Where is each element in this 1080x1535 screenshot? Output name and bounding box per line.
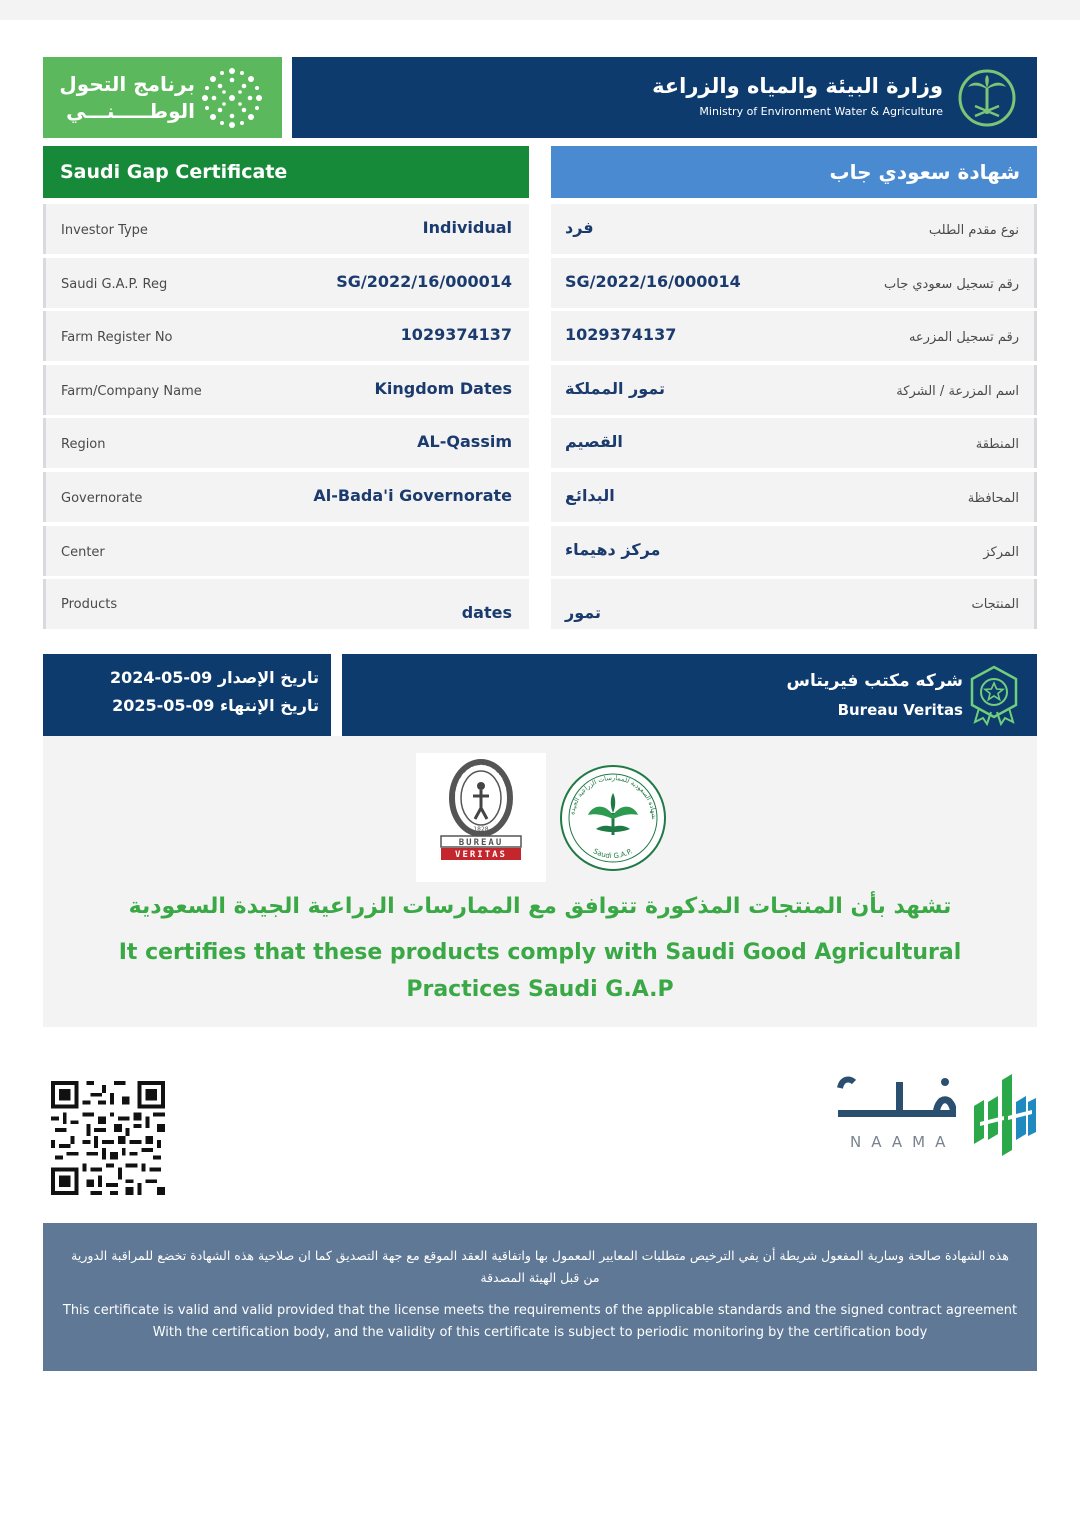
field-row: [43, 526, 529, 576]
field-label: Governorate: [61, 490, 143, 506]
palm-emblem-icon: [957, 68, 1017, 128]
field-row: [43, 204, 529, 254]
naama-en-text: NAAMA: [850, 1133, 956, 1151]
qr-code-icon[interactable]: [51, 1081, 165, 1195]
field-value: 1029374137: [565, 325, 677, 345]
field-label: المحافظة: [967, 490, 1019, 506]
field-label: Saudi G.A.P. Reg: [61, 276, 168, 292]
saudi-gap-seal-icon: [558, 763, 668, 873]
field-label: Farm Register No: [61, 330, 173, 346]
naama-ar-text: نمــا: [836, 1070, 838, 1071]
field-row: [43, 365, 529, 415]
field-label: المنطقة: [975, 437, 1019, 453]
ministry-name-en: Ministry of Environment Water & Agriculture: [699, 105, 943, 118]
vision-program-text: برنامج التحول الوطـــــنـــي: [59, 72, 195, 123]
field-row: [551, 526, 1037, 576]
field-value: Al-Bada'i Governorate: [313, 485, 512, 505]
field-label: المركز: [983, 544, 1019, 560]
gap-seal-arc-text: شهادة السعودية للممارسات الزراعية الجيدة: [568, 773, 659, 820]
field-value: SG/2022/16/000014: [565, 271, 741, 291]
field-row: [551, 311, 1037, 361]
field-value: تمور المملكة: [565, 378, 666, 398]
certifier-bar: [342, 654, 1037, 736]
bv-seal-arc-text: BUREAU VERITAS: [454, 763, 508, 796]
field-label: رقم تسجيل المزرعه: [908, 330, 1019, 346]
validity-dates: [43, 654, 331, 736]
field-row: [551, 472, 1037, 522]
field-row: [43, 311, 529, 361]
field-row: [551, 365, 1037, 415]
field-value: 1029374137: [400, 325, 512, 345]
naama-leaf-icon: [970, 1072, 1038, 1158]
certification-badge-icon: [967, 664, 1021, 726]
footer-text-en: This certificate is valid and valid provided that the license meets the requirements of the applicable standards and the signed contract agreement With the certification body, and the validity of this certificate is subject to periodic monitoring by the certification body: [62, 1303, 1018, 1340]
field-value: تمور: [565, 603, 601, 623]
certificate-title-en: Saudi Gap Certificate: [43, 146, 529, 198]
field-label: Center: [61, 544, 105, 560]
ministry-banner: [292, 57, 1037, 138]
field-label: رقم تسجيل سعودي جاب: [884, 276, 1019, 292]
field-row: [551, 258, 1037, 308]
bureau-veritas-logo: [416, 753, 546, 882]
field-value: SG/2022/16/000014: [336, 271, 512, 291]
field-label: اسم المزرعة / الشركة: [896, 383, 1019, 399]
field-row: [551, 579, 1037, 629]
bv-word-bureau: BUREAU: [458, 838, 504, 848]
certifier-name-en: Bureau Veritas: [837, 701, 963, 719]
field-row: [43, 418, 529, 468]
bv-seal-year: 1828: [473, 826, 489, 833]
bv-word-veritas: VERITAS: [455, 850, 507, 860]
gap-seal-name: Saudi G.A.P.: [591, 847, 634, 861]
expiry-date: تاريخ الإنتهاء 09-05-2025: [112, 696, 319, 715]
field-value: مركز دهيماء: [565, 539, 661, 559]
field-row: [551, 204, 1037, 254]
national-transformation-banner: [43, 57, 282, 138]
vision-emblem-icon: [197, 63, 267, 133]
certifier-name-ar: شركه مكتب فيريتاس: [786, 671, 963, 691]
certificate-title-ar: شهادة سعودي جاب: [551, 146, 1037, 198]
fields-ar: [551, 204, 1037, 633]
fields-en: [43, 204, 529, 633]
field-label: Investor Type: [61, 223, 148, 238]
field-row: [43, 258, 529, 308]
field-label: Region: [61, 437, 106, 453]
field-label: المنتجات: [971, 597, 1019, 613]
footer-text-ar: هذه الشهادة صالحة وسارية المفعول شريطة أن يفي الترخيص متطلبات المعايير المعمول بها واتفاقية العقد الموقع مع جهة التصديق كما ان صلاحية هذه الشهادة تخضع للمراقبة الدورية من قبل الهيئة المصدقة: [71, 1248, 1009, 1285]
bureau-veritas-seal-icon: [416, 753, 546, 882]
field-value: القصيم: [565, 432, 623, 452]
saudi-gap-seal: [558, 763, 668, 873]
naama-logo: [836, 1070, 1038, 1160]
issue-date: تاريخ الإصدار 09-05-2024: [109, 668, 319, 687]
field-value: فرد: [565, 218, 594, 237]
field-value: Kingdom Dates: [374, 378, 512, 398]
field-label: Products: [61, 597, 118, 613]
statement-en: It certifies that these products comply with Saudi Good Agricultural Practices Saudi G.A.P: [118, 940, 962, 1002]
field-value: البدائع: [565, 485, 615, 505]
field-value: AL-Qassim: [417, 432, 512, 452]
certification-statement-panel: [43, 736, 1037, 1027]
field-value: dates: [461, 603, 512, 623]
field-label: Farm/Company Name: [61, 383, 202, 399]
field-row: [43, 472, 529, 522]
field-row: [551, 418, 1037, 468]
top-strip: [0, 0, 1080, 20]
statement-ar: تشهد بأن المنتجات المذكورة تتوافق مع الممارسات الزراعية الجيدة السعودية: [128, 894, 952, 919]
validity-footer: [43, 1223, 1037, 1371]
field-row: [43, 579, 529, 629]
field-label: نوع مقدم الطلب: [928, 223, 1019, 238]
field-value: Individual: [422, 218, 512, 237]
ministry-name-ar: وزارة البيئة والمياه والزراعة: [652, 74, 943, 98]
naama-arabic-wordmark: [836, 1070, 956, 1130]
